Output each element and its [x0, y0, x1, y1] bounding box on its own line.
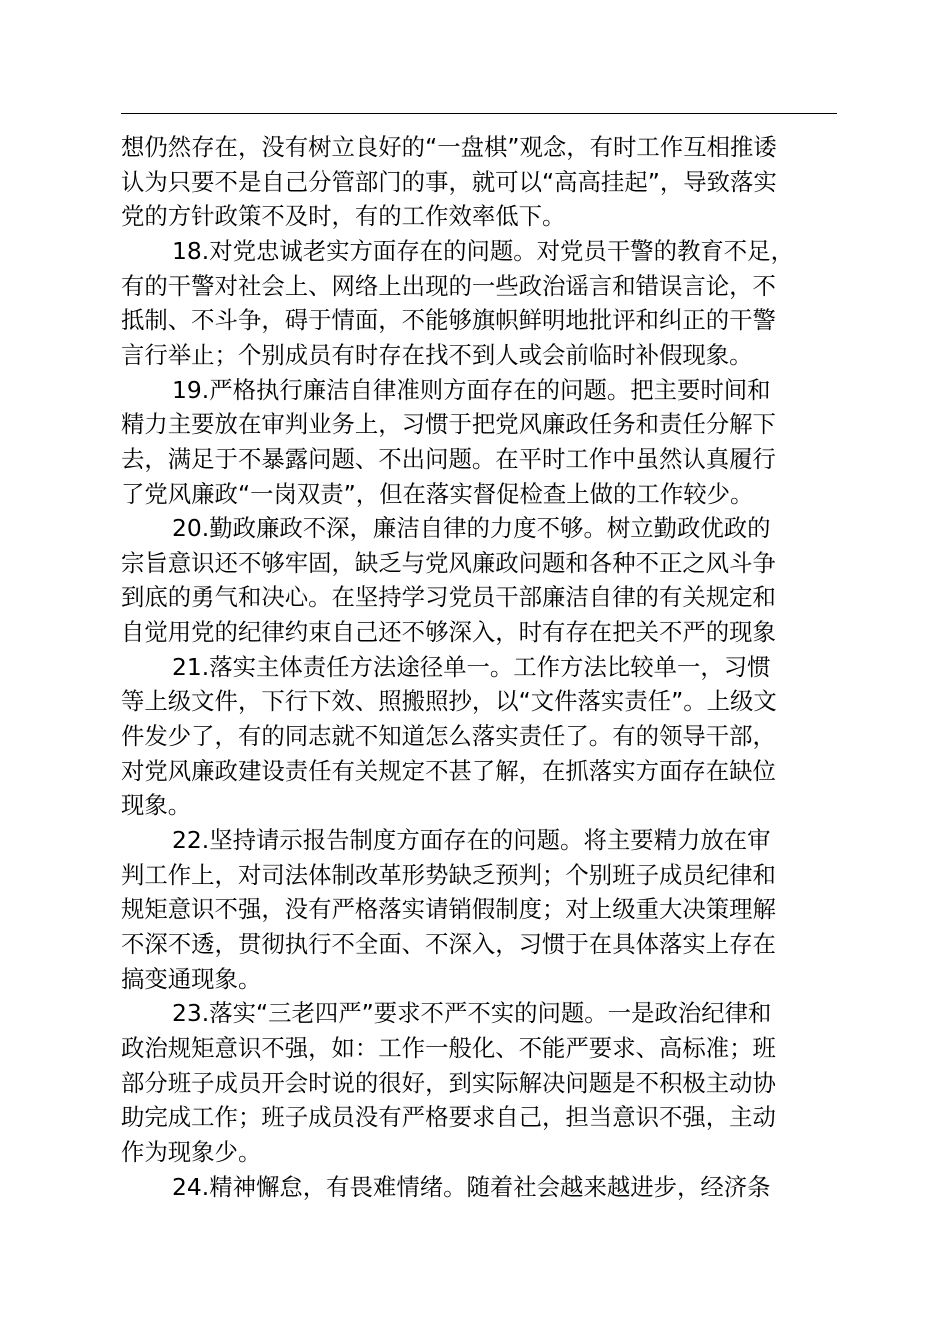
text-line: 宗旨意识还不够牢固，缺乏与党风廉政问题和各种不正之风斗争	[121, 548, 776, 577]
text-line: 现象。	[121, 791, 192, 820]
text-line: 党的方针政策不及时，有的工作效率低下。	[121, 202, 566, 231]
text-line: 判工作上，对司法体制改革形势缺乏预判；个别班子成员纪律和	[121, 860, 776, 889]
text-line: 认为只要不是自己分管部门的事，就可以“高高挂起”，导致落实	[121, 167, 777, 196]
text-line: 部分班子成员开会时说的很好，到实际解决问题是不积极主动协	[121, 1068, 776, 1097]
text-line: 助完成工作；班子成员没有严格要求自己，担当意识不强，主动	[121, 1103, 776, 1132]
text-line: 搞变通现象。	[121, 964, 262, 993]
text-line: 不深不透，贯彻执行不全面、不深入，习惯于在具体落实上存在	[121, 929, 776, 958]
text-line: 18.对党忠诚老实方面存在的问题。对党员干警的教育不足，	[172, 236, 794, 265]
text-line: 件发少了，有的同志就不知道怎么落实责任了。有的领导干部，	[121, 722, 776, 751]
text-line: 对党风廉政建设责任有关规定不甚了解，在抓落实方面存在缺位	[121, 756, 776, 785]
text-line: 21.落实主体责任方法途径单一。工作方法比较单一，习惯	[172, 652, 771, 681]
text-line: 到底的勇气和决心。在坚持学习党员干部廉洁自律的有关规定和	[121, 583, 776, 612]
text-line: 等上级文件，下行下效、照搬照抄，以“文件落实责任”。上级文	[121, 687, 777, 716]
text-line: 想仍然存在，没有树立良好的“一盘棋”观念，有时工作互相推诿	[121, 133, 777, 161]
text-line: 了党风廉政“一岗双责”，但在落实督促检查上做的工作较少。	[121, 479, 754, 508]
text-line: 有的干警对社会上、网络上出现的一些政治谣言和错误言论，不	[121, 271, 776, 300]
text-line: 19.严格执行廉洁自律准则方面存在的问题。把主要时间和	[172, 375, 771, 404]
text-line: 政治规矩意识不强，如：工作一般化、不能严要求、高标准；班	[121, 1033, 776, 1062]
text-line: 24.精神懈怠，有畏难情绪。随着社会越来越进步，经济条	[172, 1172, 771, 1201]
text-line: 20.勤政廉政不深，廉洁自律的力度不够。树立勤政优政的	[172, 514, 771, 543]
text-line: 作为现象少。	[121, 1137, 262, 1166]
text-line: 23.落实“三老四严”要求不严不实的问题。一是政治纪律和	[172, 999, 772, 1028]
text-line: 抵制、不斗争，碍于情面，不能够旗帜鲜明地批评和纠正的干警	[121, 306, 776, 335]
text-line: 言行举止；个别成员有时存在找不到人或会前临时补假现象。	[121, 340, 753, 369]
text-line: 去，满足于不暴露问题、不出问题。在平时工作中虽然认真履行	[121, 444, 776, 473]
text-line: 精力主要放在审判业务上，习惯于把党风廉政任务和责任分解下	[121, 410, 776, 439]
text-line: 自觉用党的纪律约束自己还不够深入，时有存在把关不严的现象	[121, 618, 776, 647]
text-line: 22.坚持请示报告制度方面存在的问题。将主要精力放在审	[172, 826, 771, 854]
header-rule	[121, 113, 837, 114]
text-line: 规矩意识不强，没有严格落实请销假制度；对上级重大决策理解	[121, 895, 776, 924]
